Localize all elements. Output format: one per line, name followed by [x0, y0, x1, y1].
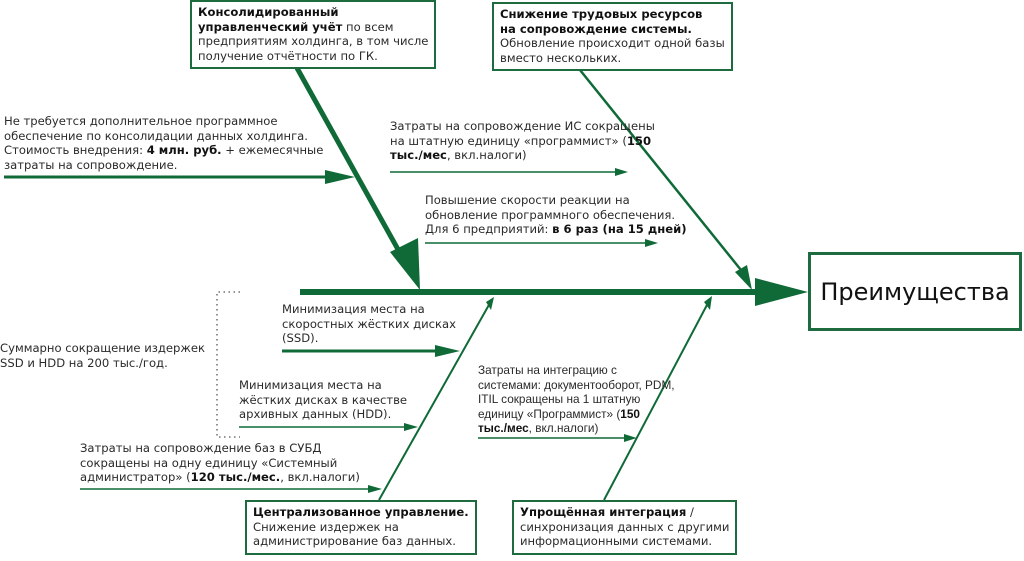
text: , вкл.налоги) — [280, 470, 360, 485]
text-line — [390, 134, 655, 149]
text-line — [520, 534, 729, 549]
text-line — [520, 505, 729, 520]
bold-text: 4 млн. руб. — [146, 143, 222, 158]
bracket-dotted — [217, 292, 240, 437]
cause-no-software — [4, 114, 323, 172]
bold-text: Централизованное управление. — [253, 505, 469, 519]
text: информационными системами. — [520, 534, 713, 549]
text-line — [390, 119, 655, 134]
text-line — [239, 378, 407, 393]
text: скоростных жёстких дисках — [282, 316, 457, 331]
text-line — [0, 341, 205, 356]
box-labor — [492, 2, 733, 71]
text-line — [4, 158, 323, 173]
box-integration — [512, 500, 737, 555]
text-line — [500, 22, 725, 37]
text: системами: документооборот, PDM, — [478, 377, 675, 392]
text: Стоимость внедрения: — [4, 143, 147, 158]
text: обновление программного обеспечения. — [425, 207, 676, 222]
cause-hdd — [239, 378, 407, 422]
cause-total-savings — [0, 341, 205, 370]
text-line — [0, 356, 205, 371]
bold-text: в 6 раз (на 15 дней) — [552, 222, 687, 237]
text-line — [425, 193, 687, 208]
text: затраты на сопровождение. — [4, 157, 178, 172]
text: сокращены на одну единицу «Системный — [80, 455, 338, 470]
text: единицу «Программист» ( — [478, 406, 621, 421]
bold-text: тыс./мес — [390, 148, 447, 163]
text: архивных данных (HDD). — [239, 407, 392, 422]
text: по всем — [342, 19, 394, 34]
effect-label: Преимущества — [820, 277, 1010, 306]
text: администрирование баз данных. — [253, 534, 456, 549]
text: Затраты на сопровождение баз в СУБД — [80, 441, 322, 455]
text: , вкл.налоги) — [446, 148, 527, 163]
text: Минимизация места на — [282, 302, 425, 316]
bold-text: 150 — [620, 406, 640, 421]
text: ITIL сокращены на 1 штатную — [478, 392, 641, 407]
text: Затраты на интеграцию с — [478, 363, 617, 377]
effect-box — [808, 252, 1022, 331]
text-line — [4, 114, 323, 129]
text-line — [80, 470, 360, 485]
text: получение отчётности по ГК. — [198, 48, 378, 63]
text: Снижение издержек на — [253, 519, 399, 534]
arrow-dbms-head — [368, 485, 382, 493]
text-line — [500, 7, 725, 22]
bold-text: 150 — [626, 133, 652, 148]
box-centralized — [245, 500, 477, 555]
text-line — [198, 20, 428, 35]
text-line — [425, 222, 687, 237]
arrow-no-software-head — [325, 170, 355, 184]
text: (SSD). — [282, 331, 319, 346]
text: Для 6 предприятий: — [425, 222, 553, 237]
text-line — [390, 148, 655, 163]
text: Не требуется дополнительное программное — [4, 114, 278, 128]
text: / — [686, 505, 694, 519]
text-line — [500, 36, 725, 51]
text-line — [198, 49, 428, 64]
text-line — [239, 393, 407, 408]
text: Суммарно сокращение издержек — [0, 341, 205, 355]
text: Повышение скорости реакции на — [425, 193, 630, 207]
text: + ежемесячные — [221, 143, 324, 158]
text-line — [80, 456, 360, 471]
text-line — [80, 441, 360, 456]
text-line — [282, 331, 456, 346]
text-line — [282, 317, 456, 332]
text-line — [478, 378, 675, 393]
text: Минимизация места на — [239, 378, 382, 392]
arrow-hdd-head — [404, 423, 418, 431]
text-line — [478, 421, 675, 436]
text-line — [4, 129, 323, 144]
text: на штатную единицу «программист» ( — [390, 133, 627, 148]
text: жёстких дисках в качестве — [239, 392, 408, 407]
text-line — [198, 34, 428, 49]
text-line — [282, 302, 456, 317]
spine-arrowhead — [755, 278, 808, 306]
arrow-ssd-head — [435, 345, 460, 357]
cause-is-support — [390, 119, 655, 163]
text: обеспечение по консолидации данных холдинга. — [4, 128, 308, 143]
cause-dbms — [80, 441, 360, 485]
text: SSD и HDD на 200 тыс./год. — [0, 355, 168, 370]
text-line — [520, 520, 729, 535]
text: Затраты на сопровождение ИС сокращены — [390, 119, 655, 133]
text-line — [198, 5, 428, 20]
text-line — [253, 520, 469, 535]
text-line — [478, 392, 675, 407]
text-line — [478, 407, 675, 422]
arrow-is-support-head — [615, 168, 628, 176]
cause-ssd — [282, 302, 456, 346]
text-line — [500, 51, 725, 66]
box-consolidated — [190, 0, 436, 69]
bold-text: 120 тыс./мес. — [190, 470, 281, 485]
cause-reaction-speed — [425, 193, 687, 237]
text: , вкл.налоги) — [528, 421, 599, 436]
text: вместо нескольких. — [500, 50, 622, 65]
text-line — [239, 407, 407, 422]
cause-integration-costs — [478, 363, 675, 436]
text-line — [253, 534, 469, 549]
text: Обновление происходит одной базы — [500, 36, 725, 51]
bold-text: Упрощённая интеграция — [520, 505, 687, 519]
bold-text: управленческий учёт — [198, 19, 343, 34]
text: синхронизация данных с другими — [520, 519, 730, 534]
bold-text: Снижение трудовых ресурсов — [500, 7, 703, 21]
text-line — [4, 143, 323, 158]
bold-text: на сопровождение системы. — [500, 21, 692, 36]
text: предприятиям холдинга, в том числе — [198, 34, 429, 49]
text-line — [478, 363, 675, 378]
text-line — [253, 505, 469, 520]
bold-text: Консолидированный — [198, 5, 339, 19]
text: администратор» ( — [80, 470, 191, 485]
text-line — [425, 208, 687, 223]
bone-labor-arrowhead — [735, 265, 752, 290]
arrow-reaction-speed-head — [645, 239, 658, 247]
bold-text: тыс./мес — [478, 421, 529, 436]
